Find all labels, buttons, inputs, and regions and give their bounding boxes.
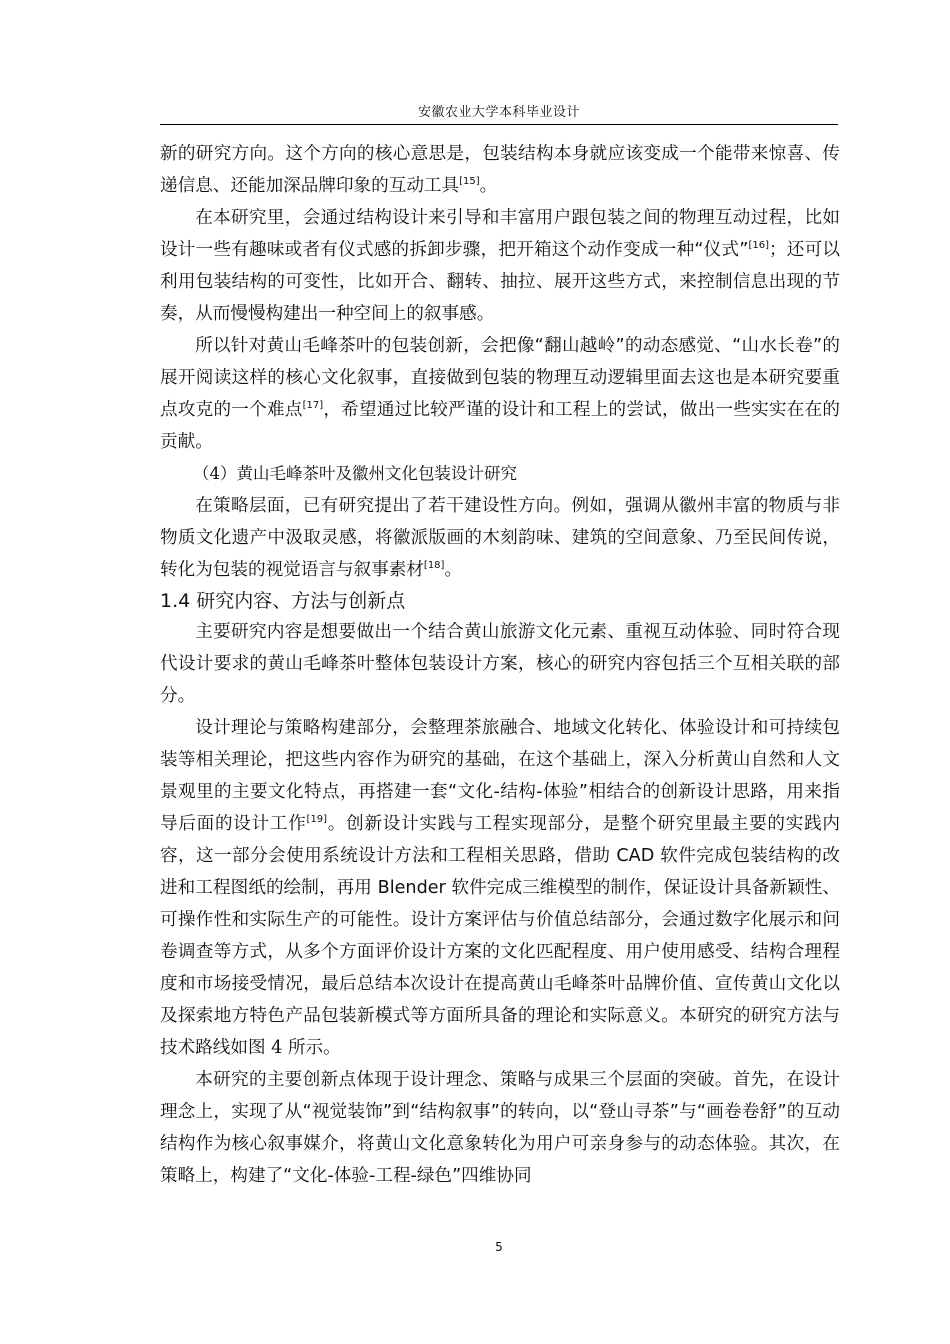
paragraph (160, 490, 840, 586)
paragraph-text: 想要做出一个结合黄山旅游文化元素、重视互动体验、同时符合现代设计要求的黄山毛峰茶叶整体包装设计方案，核心的研究内容包括三个互相关联的部分。 (160, 622, 840, 706)
paragraph-lead: 主要研究内容是 (195, 622, 321, 642)
citation: [17] (302, 400, 324, 411)
subsection-heading: （4）黄山毛峰茶叶及徽州文化包装设计研究 (193, 464, 517, 483)
citation: [19] (306, 814, 328, 825)
paragraph (160, 712, 840, 1064)
paragraph-text: 新的研究方向。这个方向的核心意思是，包装结构本身就应该变成一个能带来惊喜、传递信息、还能加深品牌印象的互动工具 (160, 144, 840, 196)
running-header: 安徽农业大学本科毕业设计 (417, 105, 580, 120)
paragraph (160, 202, 840, 330)
paragraph-text: 本研究的主要创新点体现于设计理念、策略与成果三个层面的突破。首先，在设计理念上，实现了从“视觉装饰”到“结构叙事”的转向，以“登山寻茶”与“画卷卷舒”的互动结构作为核心叙事媒介，将黄山文化意象转化为用户可亲身参与的动态体验。其次，在策略上，构建了“文化-体验-工程-绿色”四维协同 (160, 1070, 840, 1186)
paragraph (160, 330, 840, 458)
paragraph-text: 所以针对黄山毛峰茶叶的包装创新，会把像“翻山越岭”的动态感觉、“山水长卷”的展开阅读这样的核心文化叙事，直接做到包装的物理互动逻辑里面去这也是本研究要重点攻克的一个难点 (160, 336, 840, 420)
citation: [15] (459, 176, 480, 187)
paragraph-text: ；还可以利用包装结构的可变性，比如开合、翻转、抽拉、展开这些方式，来控制信息出现的节奏，从而慢慢构建出一种空间上的叙事感。 (160, 240, 840, 324)
paragraph-text: ，希望通过比较严谨的设计和工程上的尝试，做出一些实实在在的贡献。 (160, 400, 840, 452)
paragraph-end: 。 (444, 560, 463, 580)
citation: [18] (423, 560, 445, 571)
page-body (160, 138, 840, 1192)
paragraph-text: 。创新设计实践与工程实现部分，是整个研究里最主要的实践内容，这一部分会使用系统设计方法和工程相关思路，借助 CAD 软件完成包装结构的改进和工程图纸的绘制，再用 Blender 软件完成三维模型的制作，保证设计具备新颖性、可操作性和实际生产的可能性。设计方案评估与价值总结部分，会通过数字化展示和问卷调查等方式，从多个方面评价设计方案的文化匹配程度、用户使用感受、结构合理程度和市场接受情况，最后总结本次设计在提高黄山毛峰茶叶品牌价值、宣传黄山文化以及探索地方特色产品包装新模式等方面所具备的理论和实际意义。 (160, 814, 840, 1026)
paragraph (160, 138, 840, 202)
paragraph-text: 在策略层面，已有研究提出了若干建设性方向。例如，强调从徽州丰富的物质与非物质文化遗产中汲取灵感，将徽派版画的木刻韵味、建筑的空间意象、乃至民间传说，转化为包装的视觉语言与叙事素材 (160, 496, 840, 580)
paragraph-end: 。 (479, 176, 498, 196)
section-heading: 1.4 研究内容、方法与创新点 (160, 590, 406, 612)
paragraph-text: 在本研究里，会通过结构设计来引导和丰富用户跟包装之间的物理互动过程，比如设计一些有趣味或者有仪式感的拆卸步骤，把开箱这个动作变成一种“仪式” (160, 208, 840, 260)
paragraph-text: 设计理论与策略构建部分，会整理茶旅融合、地域文化转化、体验设计和可持续包装等相关理论，把这些内容作为研究的基础，在这个基础上，深入分析黄山自然和人文景观里的主要文化特点，再搭建一套“文化-结构-体验”相结合的创新设计思路，用来指导后面的设计工作 (160, 718, 840, 834)
paragraph (160, 1064, 840, 1192)
citation: [16] (748, 240, 769, 251)
paragraph (160, 616, 840, 712)
page-number: 5 (495, 1240, 503, 1254)
paragraph-tail: 本研究的研究方法与技术路线如图 4 所示。 (160, 1006, 840, 1058)
header-rule (160, 124, 838, 125)
